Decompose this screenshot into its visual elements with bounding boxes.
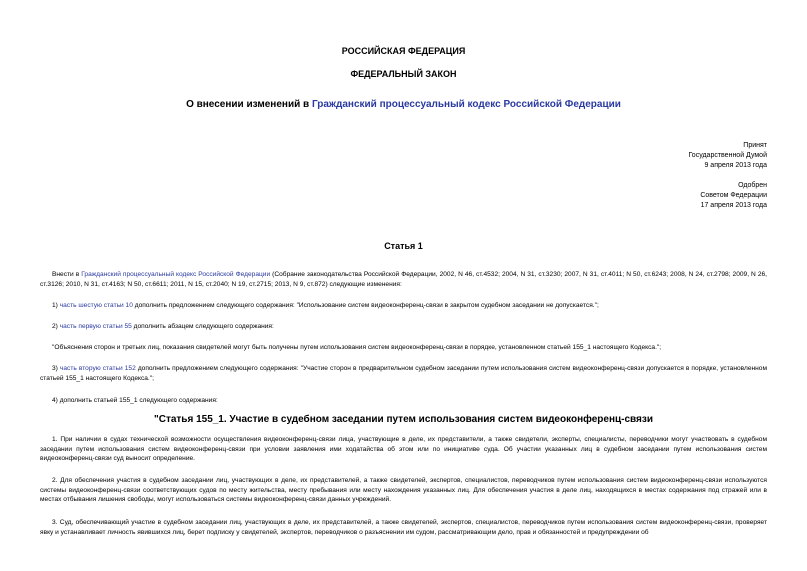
paragraph-2: 2. Для обеспечения участия в судебном заседании лиц, участвующих в деле, их представителей, а также свидетелей, экспертов, специалистов, переводчиков путем использования систем видеоконференц-связи используются системы видеоконференц-связи соответствующих судов по месту жительства, месту пребывания или месту нахождения указанных лиц. Для обеспечения участия в деле лиц, находящихся в местах содержания под стражей или в местах отбывания лишения свободы, могут использоваться системы видеоконференц-связи данных учреждений. <box>40 477 767 504</box>
item-4: 4) дополнить статьей 155_1 следующего содержания: <box>52 397 218 404</box>
adoption-line: Принят <box>743 142 767 149</box>
adoption-block <box>688 141 767 171</box>
item-1: 1) часть шестую статьи 10 дополнить предложением следующего содержания: "Использование систем видеоконференц-связи в закрытом судебном заседании не допускается."; <box>52 302 599 309</box>
item-2-quote: "Объяснения сторон и третьих лиц, показания свидетелей могут быть получены путем использования систем видеоконференц-связи в порядке, установленном статьей 155_1 настоящего Кодекса."; <box>52 344 662 351</box>
law-title <box>0 99 807 110</box>
paragraph-3: 3. Суд, обеспечивающий участие в судебном заседании лиц, участвующих в деле, их представителей, а также свидетелей, экспертов, специалистов, переводчиков путем использования систем видеоконференц-связи, проверяет явку и устанавливает личность явившихся лиц, берет подписку у свидетелей, экспертов, переводчиков о разъяснении им судом, рассматривающим дело, прав и обязанностей и предупреждении об <box>40 519 767 536</box>
article-heading: Статья 1 <box>384 241 423 251</box>
article-intro: Внести в Гражданский процессуальный кодекс Российской Федерации (Собрание законодательства Российской Федерации, 2002, N 46, ст.4532; 2004, N 31, ст.3230; 2007, N 31, ст.4011; N 50, ст.6243; 2008, N 24, ст.2798; 2009, N 26, ст.3126; 2010, N 31, ст.4163; N 50, ст.6611; 2011, N 15, ст.2040; N 19, ст.2715; 2013, N 9, ст.872) следующие изменения: <box>40 271 767 288</box>
approval-line: Одобрен <box>738 182 767 189</box>
item-1-link[interactable]: часть шестую статьи 10 <box>59 302 133 309</box>
new-article-heading: "Статья 155_1. Участие в судебном заседании путем использования систем видеоконференц-связи <box>153 414 654 425</box>
law-title-link[interactable]: Гражданский процессуальный кодекс Российской Федерации <box>311 99 621 110</box>
approval-line: Советом Федерации <box>700 192 767 199</box>
law-type-heading: ФЕДЕРАЛЬНЫЙ ЗАКОН <box>350 69 457 79</box>
code-link[interactable]: Гражданский процессуальный кодекс Российской Федерации <box>81 271 271 278</box>
adoption-line: Государственной Думой <box>688 152 767 159</box>
approval-line: 17 апреля 2013 года <box>700 202 767 209</box>
law-title-prefix: О внесении изменений в <box>186 99 312 110</box>
paragraph-1: 1. При наличии в судах технической возможности осуществления видеоконференц-связи лица, участвующие в деле, их представители, а также свидетели, эксперты, специалисты, переводчики могут участвовать в судебном заседании путем использования систем видеоконференц-связи при условии заявления ими ходатайства об этом или по инициативе суда. Об участии указанных лиц в судебном заседании путем использования систем видеоконференц-связи суд выносит определение. <box>40 436 767 463</box>
item-2-link[interactable]: часть первую статьи 55 <box>59 323 132 330</box>
item-2: 2) часть первую статьи 55 дополнить абзацем следующего содержания: <box>52 323 274 330</box>
item-3-link[interactable]: часть вторую статьи 152 <box>59 365 136 372</box>
country-heading: РОССИЙСКАЯ ФЕДЕРАЦИЯ <box>341 46 466 56</box>
adoption-line: 9 апреля 2013 года <box>704 162 767 169</box>
item-3: 3) часть вторую статьи 152 дополнить предложением следующего содержания: "Участие сторон в предварительном судебном заседании путем использования систем видеоконференц-связи допускается в порядке, установленном статьей 155_1 настоящего Кодекса."; <box>40 365 768 382</box>
approval-block <box>700 181 767 211</box>
